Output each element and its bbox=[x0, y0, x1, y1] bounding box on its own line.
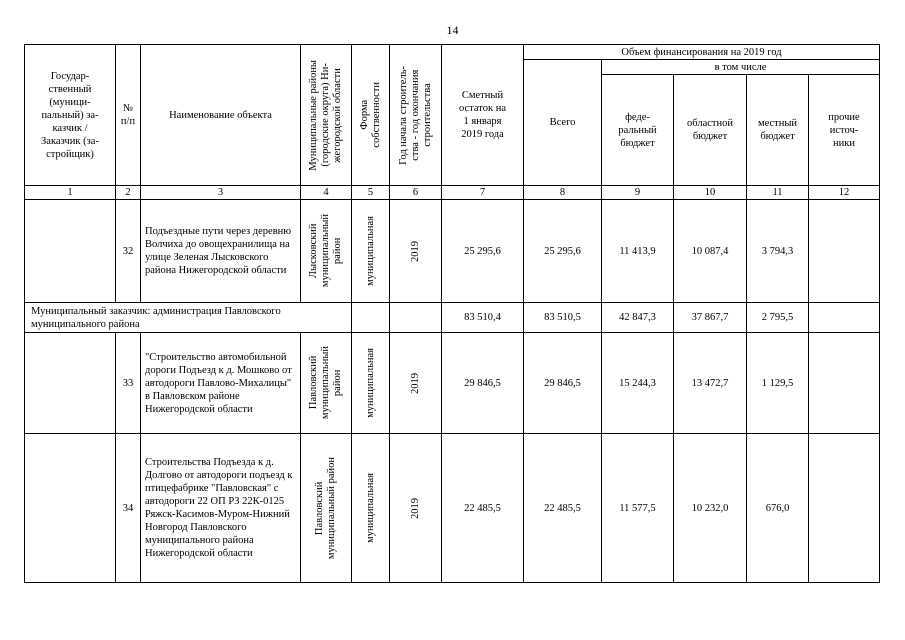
header-federal: феде- ральный бюджет bbox=[602, 75, 674, 186]
object-name: "Строительство автомобильной дороги Подъезд к д. Мошково от автодороги Павлово-Михалицы" в Павловском районе Нижегородской области bbox=[141, 333, 301, 434]
group-label: Муниципальный заказчик: администрация Павловского муниципального района bbox=[25, 303, 352, 333]
table-row bbox=[25, 434, 880, 583]
column-number: 2 bbox=[116, 186, 141, 200]
other-value bbox=[809, 434, 880, 583]
column-number: 5 bbox=[352, 186, 390, 200]
total-value: 25 295,6 bbox=[524, 200, 602, 303]
object-name: Строительства Подъезда к д. Долгово от автодороги подъезд к птицефабрике "Павловская" с автодороги 22 ОП РЗ 22К-0125 Ряжск-Касимов-Муром-Нижний Новгород Павловского муниципального района Нижегородской области bbox=[141, 434, 301, 583]
year: 2019 bbox=[409, 497, 421, 519]
total-value: 29 846,5 bbox=[524, 333, 602, 434]
header-num: № п/п bbox=[116, 45, 141, 186]
column-number: 11 bbox=[747, 186, 809, 200]
header-object-name: Наименование объекта bbox=[141, 45, 301, 186]
local-value: 1 129,5 bbox=[747, 333, 809, 434]
district: Лысковский муниципальный район bbox=[308, 214, 343, 288]
ownership: муниципальная bbox=[364, 348, 376, 418]
federal-value: 11 413,9 bbox=[602, 200, 674, 303]
table-row bbox=[25, 200, 880, 303]
local-value: 676,0 bbox=[747, 434, 809, 583]
header-years: Год начала строитель- ства - год окончания строительства bbox=[397, 65, 433, 165]
header-local: местный бюджет bbox=[747, 75, 809, 186]
other-value bbox=[809, 200, 880, 303]
header-total: Всего bbox=[524, 60, 602, 186]
district: Павловский муниципальный район bbox=[308, 346, 343, 420]
district: Павловский муниципальный район bbox=[314, 456, 337, 560]
regional-value: 10 232,0 bbox=[674, 434, 747, 583]
column-number: 1 bbox=[25, 186, 116, 200]
column-number: 12 bbox=[809, 186, 880, 200]
federal-value: 15 244,3 bbox=[602, 333, 674, 434]
group-local: 2 795,5 bbox=[747, 303, 809, 333]
header-municipal-districts: Муниципальные районы (городские округа) Ни- жегородской области bbox=[308, 59, 343, 171]
regional-value: 10 087,4 bbox=[674, 200, 747, 303]
year: 2019 bbox=[409, 240, 421, 262]
header-ownership: Форма собственности bbox=[358, 82, 382, 148]
balance-value: 25 295,6 bbox=[442, 200, 524, 303]
balance-value: 29 846,5 bbox=[442, 333, 524, 434]
balance-value: 22 485,5 bbox=[442, 434, 524, 583]
header-financing: Объем финансирования на 2019 год bbox=[524, 45, 880, 60]
federal-value: 11 577,5 bbox=[602, 434, 674, 583]
total-value: 22 485,5 bbox=[524, 434, 602, 583]
column-number: 7 bbox=[442, 186, 524, 200]
column-number: 4 bbox=[301, 186, 352, 200]
group-total: 83 510,5 bbox=[524, 303, 602, 333]
page-number: 14 bbox=[446, 23, 459, 37]
column-number: 10 bbox=[674, 186, 747, 200]
ownership: муниципальная bbox=[364, 473, 376, 543]
group-federal: 42 847,3 bbox=[602, 303, 674, 333]
group-row bbox=[25, 303, 880, 333]
local-value: 3 794,3 bbox=[747, 200, 809, 303]
column-number: 3 bbox=[141, 186, 301, 200]
row-number: 34 bbox=[116, 434, 141, 583]
table-row bbox=[25, 333, 880, 434]
group-regional: 37 867,7 bbox=[674, 303, 747, 333]
object-name: Подъездные пути через деревню Волчиха до овощехранилища на улице Зеленая Лысковского района Нижегородской области bbox=[141, 200, 301, 303]
header-regional: областной бюджет bbox=[674, 75, 747, 186]
header-including: в том числе bbox=[602, 60, 880, 75]
row-number: 33 bbox=[116, 333, 141, 434]
row-number: 32 bbox=[116, 200, 141, 303]
other-value bbox=[809, 333, 880, 434]
regional-value: 13 472,7 bbox=[674, 333, 747, 434]
ownership: муниципальная bbox=[364, 216, 376, 286]
header-customer: Государ- ственный (муници- пальный) за- казчик / Заказчик (за- стройщик) bbox=[25, 45, 116, 186]
column-number: 6 bbox=[390, 186, 442, 200]
header-balance: Сметный остаток на 1 января 2019 года bbox=[442, 45, 524, 186]
header-other: прочие источ- ники bbox=[809, 75, 880, 186]
year: 2019 bbox=[409, 372, 421, 394]
financing-table bbox=[24, 44, 880, 583]
column-numbers-row bbox=[25, 186, 880, 200]
column-number: 8 bbox=[524, 186, 602, 200]
group-balance: 83 510,4 bbox=[442, 303, 524, 333]
column-number: 9 bbox=[602, 186, 674, 200]
